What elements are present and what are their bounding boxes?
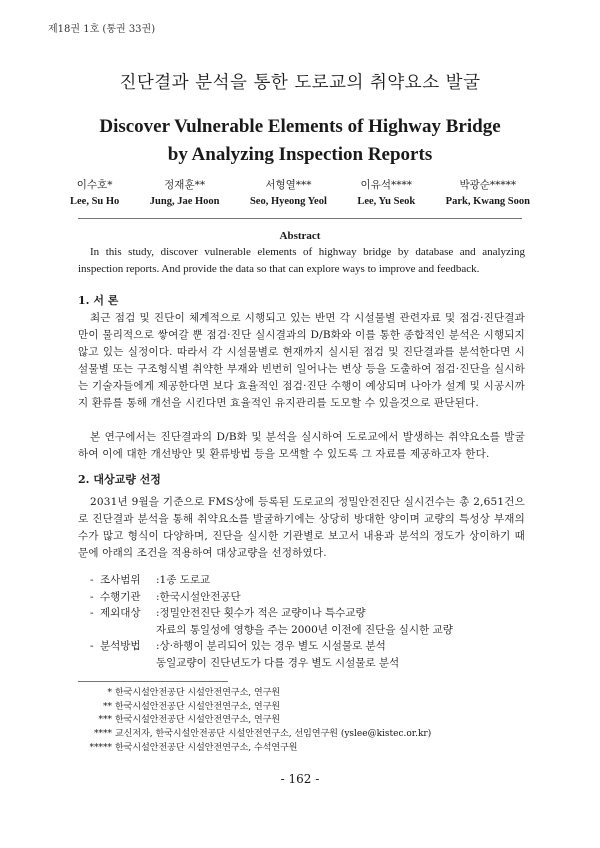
criteria-label: 제외대상 [100,607,141,619]
criteria-label: 수행기관 [100,590,141,603]
author-name-english: Jung, Jae Hoon [149,196,220,207]
footnote [78,742,518,756]
criteria-value-continued [90,622,520,639]
author-name-korean: 정재훈** [164,179,206,191]
footnote-mark: **** [94,729,112,740]
footnote-text: 교신저자, 한국시설안전공단 시설안전연구소, 선임연구원 (yslee@kistec.or.kr) [115,729,432,740]
author-name-korean: 이수호* [76,179,113,191]
author [250,177,327,210]
criteria-label: 조사범위 [100,574,141,586]
criteria-value: 자료의 통일성에 영향을 주는 2000년 이전에 진단을 실시한 교량 [156,623,453,636]
title-english-line2: by Analyzing Inspection Reports [167,144,433,165]
author [446,177,530,210]
section-heading-introduction: 1. 서 론 [78,294,119,307]
footnote-text: 한국시설안전공단 시설안전연구소, 수석연구원 [115,742,298,753]
criteria-value: 정밀안전진단 횟수가 적은 교량이나 특수교량 [159,607,366,619]
introduction-paragraph-2: 본 연구에서는 진단결과의 D/B화 및 분석을 실시하여 도로교에서 발생하는 취약요소를 발굴하여 이에 대한 개선방안 및 환류방법 등을 모색할 수 있도록 그 자료를 제공하고자 한다. [78,431,525,460]
author-name-english: Lee, Yu Seok [357,196,416,207]
criteria-value: 동일교량이 진단년도가 다를 경우 별도 시설물로 분석 [156,656,400,669]
criteria-value-continued [90,655,520,672]
section-heading-target-bridges: 2. 대상교량 선정 [78,473,161,486]
footnote-divider [78,681,228,682]
author-name-english: Lee, Su Ho [70,196,120,207]
criteria-value: 1종 도로교 [159,574,211,586]
abstract-heading: Abstract [279,230,321,242]
criteria-item: - 제외대상 : 정밀안전진단 횟수가 적은 교량이나 특수교량 [90,605,520,622]
abstract-body: In this study, discover vulnerable elements of highway bridge by database and analyzing inspection reports. And provide the data so that can explore ways to improve and feedback. [78,246,525,275]
footnote-mark: * [107,688,112,698]
author-name-korean: 서형열*** [265,179,312,191]
author [150,177,220,210]
criteria-value: 한국시설안전공단 [159,590,241,603]
target-bridges-paragraph: 2031년 9월을 기준으로 FMS상에 등록된 도로교의 정밀안전진단 실시건수는 총 2,651건으로 진단결과 분석을 통해 취약요소를 발굴하기에는 상당히 방대한 양이며 교량의 특성상 부재의 수가 많고 형식이 다양하며, 진단을 실시한 기관별로 보고서 내용과 분석의 정도가 상이하기 때문에 아래의 조건을 적용하여 대상교량을 선정하였다. [78,496,525,559]
page-number: - 162 - [280,772,320,786]
criteria-value: 상·하행이 분리되어 있는 경우 별도 시설물로 분석 [159,640,386,652]
footnote-text: 한국시설안전공단 시설안전연구소, 연구원 [115,688,281,698]
footnote [78,728,518,742]
author-name-english: Park, Kwang Soon [445,196,530,207]
footnote-mark: ***** [89,742,112,753]
author-list [70,177,530,210]
title-english [0,113,600,169]
author-name-english: Seo, Hyeong Yeol [249,196,327,207]
title-english-line1: Discover Vulnerable Elements of Highway Bridge [99,116,501,137]
header-divider [78,218,522,219]
title-korean: 진단결과 분석을 통한 도로교의 취약요소 발굴 [119,73,481,93]
selection-criteria-list [90,572,520,671]
footnote-mark: ** [103,701,112,712]
criteria-label: 분석방법 [100,640,141,652]
footnote [78,701,518,715]
footnote-mark: *** [98,715,112,726]
footnote [78,714,518,728]
footnote-text: 한국시설안전공단 시설안전연구소, 연구원 [115,715,281,726]
introduction-paragraph-1: 최근 점검 및 진단이 체계적으로 시행되고 있는 반면 각 시설물별 관련자료 및 점검·진단결과만이 물리적으로 쌓여갈 뿐 점검·진단 실시결과의 D/B화와 이를 통한 종합적인 분석은 시행되지 않고 있는 실정이다. 따라서 각 시설물별로 현재까지 실시된 점검 및 진단결과를 분석한다면 시설물별 또는 구조형식별 취약한 부재와 빈번히 일어나는 변상 등을 도출하여 점검·진단을 실시하는 기술자들에게 제공한다면 보다 효율적인 점검·진단 수행이 예상되며 나아가 설계 및 시공시까지 환류를 통해 개선을 시킨다면 효율적인 유지관리를 도모할 수 있을것으로 판단된다. [78,312,525,409]
author-name-korean: 박광순***** [459,179,517,191]
author [70,177,119,210]
footnote-text: 한국시설안전공단 시설안전연구소, 연구원 [115,701,281,712]
criteria-item: - 조사범위 : 1종 도로교 [90,572,520,589]
criteria-item: - 수행기관 : 한국시설안전공단 [90,589,520,606]
footnotes [78,687,518,756]
footnote [78,687,518,701]
criteria-item: - 분석방법 : 상·하행이 분리되어 있는 경우 별도 시설물로 분석 [90,638,520,655]
author-name-korean: 이유석**** [360,179,412,191]
author [357,177,415,210]
journal-header: 제18권 1호 (통권 33권) [48,24,156,35]
